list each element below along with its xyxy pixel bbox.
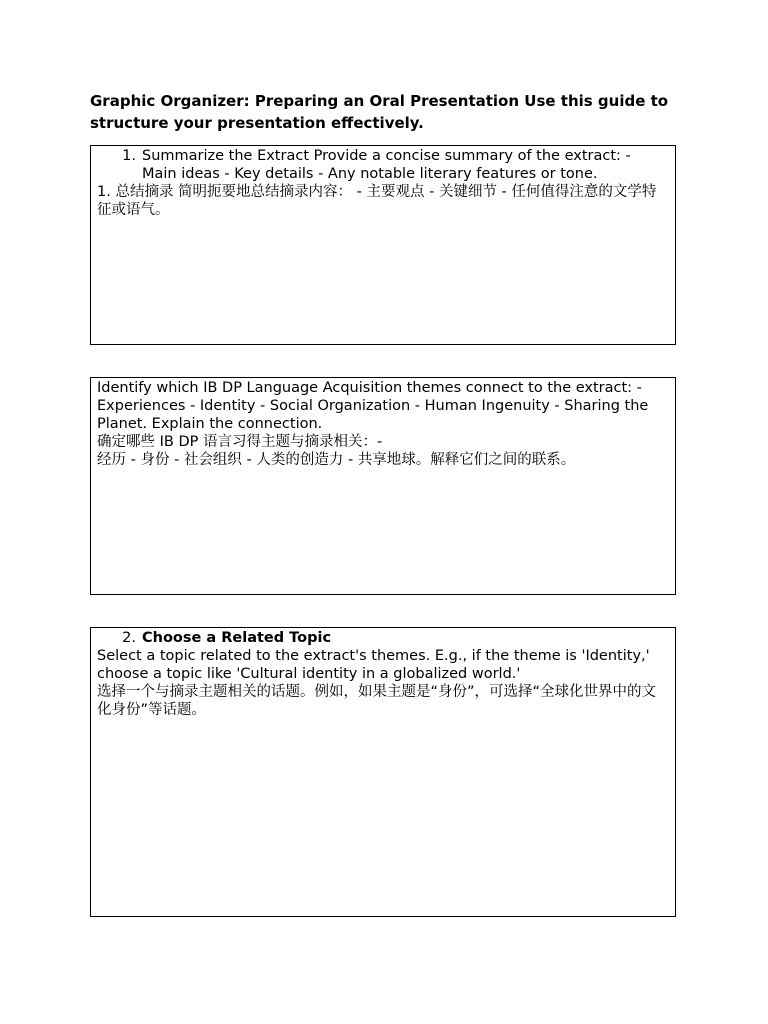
section-topic-box	[90, 627, 676, 917]
section-topic-instructions: Select a topic related to the extract's themes. E.g., if the theme is 'Identity,' choose a topic like 'Cultural identity in a globalized world.'	[97, 648, 650, 682]
section-themes-box	[90, 377, 676, 595]
section-themes-instructions: Identify which IB DP Language Acquisition themes connect to the extract: - Experiences - Identity - Social Organization - Human Ingenuity - Sharing the Planet. Explain the connection.	[97, 380, 649, 432]
section-number: 1.	[122, 148, 136, 164]
section-summarize-box	[90, 145, 676, 345]
document-title: Graphic Organizer: Preparing an Oral Presentation Use this guide to structure your presentation effectively.	[90, 92, 669, 132]
section-topic-translation: 选择一个与摘录主题相关的话题。例如，如果主题是“身份”，可选择“全球化世界中的文化身份”等话题。	[97, 684, 657, 718]
section-themes-translation-line2: 经历 - 身份 - 社会组织 - 人类的创造力 - 共享地球。解释它们之间的联系。	[97, 452, 576, 468]
section-summarize-heading	[97, 147, 669, 183]
section-themes-translation-line1: 确定哪些 IB DP 语言习得主题与摘录相关：-	[97, 434, 383, 450]
section-summarize-instructions: Summarize the Extract Provide a concise summary of the extract: - Main ideas - Key details - Any notable literary features or tone.	[142, 148, 631, 182]
section-summarize-translation: 1. 总结摘录 简明扼要地总结摘录内容： - 主要观点 - 关键细节 - 任何值得注意的文学特征或语气。	[97, 184, 657, 218]
section-number: 2.	[122, 630, 136, 646]
section-topic-heading: Choose a Related Topic	[142, 630, 332, 646]
section-topic-heading-row	[97, 629, 669, 647]
